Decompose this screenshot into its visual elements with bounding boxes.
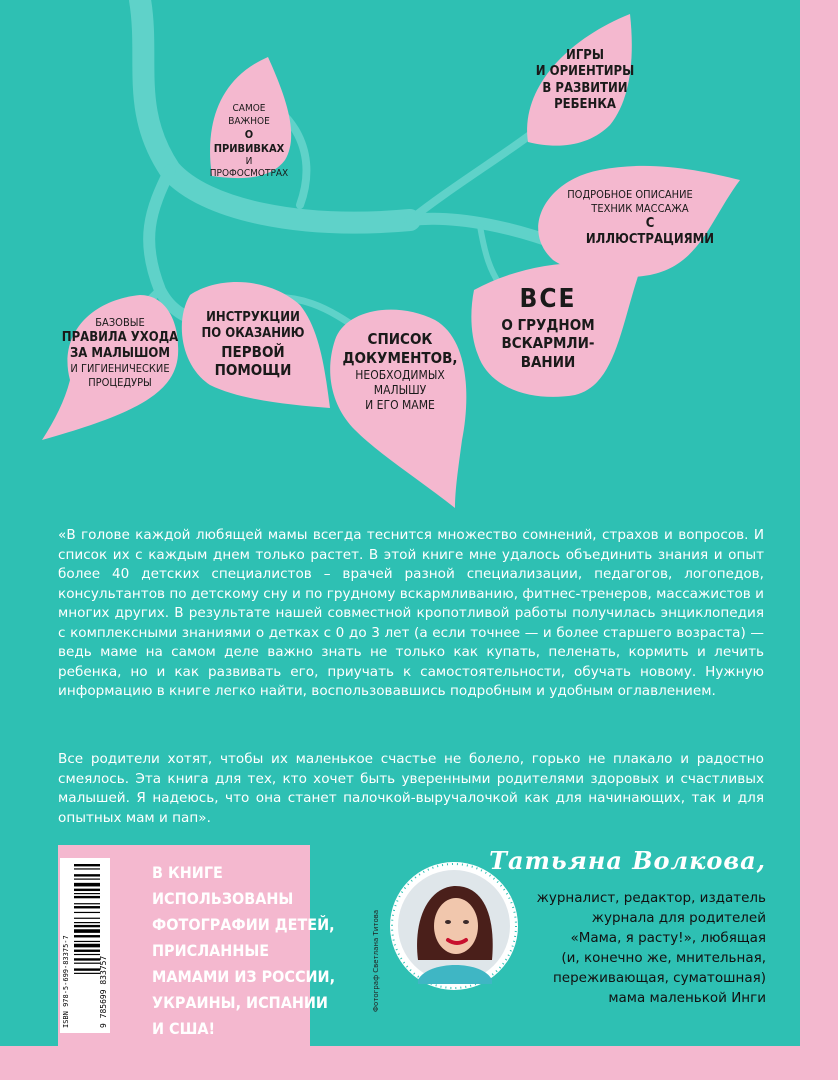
barcode-bar bbox=[74, 954, 100, 955]
barcode-bar bbox=[74, 889, 100, 891]
barcode-bar bbox=[74, 963, 100, 964]
leaf-line: ДОКУМЕНТОВ, bbox=[342, 348, 458, 367]
leaf-line: МАЛЫШУ bbox=[373, 382, 427, 397]
barcode-bar bbox=[74, 958, 100, 960]
barcode-bar bbox=[74, 925, 100, 927]
book-note bbox=[152, 860, 352, 1042]
book-note-line: И США! bbox=[152, 1019, 216, 1038]
leaf-line: ПОДРОБНОЕ ОПИСАНИЕ bbox=[567, 188, 693, 201]
book-note-line: ИСПОЛЬЗОВАНЫ bbox=[152, 889, 294, 908]
leaf-line: ИНСТРУКЦИИ bbox=[206, 310, 300, 325]
leaf-line: В РАЗВИТИИ bbox=[542, 80, 628, 96]
book-note-line: В КНИГЕ bbox=[152, 863, 223, 882]
leaf-vaccinations-text bbox=[208, 103, 290, 181]
leaf-line: ВАНИИ bbox=[520, 353, 576, 371]
leaf-line: С ИЛЛЮСТРАЦИЯМИ bbox=[585, 215, 715, 247]
leaf-line: ПОМОЩИ bbox=[214, 361, 292, 380]
leaf-line: ПРАВИЛА УХОДА bbox=[61, 329, 179, 345]
photo-credit-vertical: Фотограф Светлана Титова bbox=[372, 909, 380, 1012]
quote-paragraph-1: «В голове каждой любящей мамы всегда теснится множество сомнений, страхов и вопросов. И список их с каждым днем только растет. В этой книге мне удалось объединить знания и опыт более 40 детских специалистов – врачей разной специализации, педагогов, логопедов, консультантов по детскому сну и по грудному вскармливанию, фитнес-тренеров, массажистов и многих других. В результате нашей совместной кропотливой работы получилась энциклопедия с комплексными знаниями о детках с 0 до 3 лет (а если точнее — и более старшего возраста) — ведь маме на самом деле важно знать не только как купать, пеленать, кормить и лечить ребенка, но и как развивать его, приучать к самостоятельности, обучать новому. Нужную информацию в книге легко найти, воспользовавшись подробным и удобным оглавлением. bbox=[58, 527, 764, 699]
barcode-bar bbox=[74, 944, 100, 948]
leaf-line: ВСКАРМЛИ- bbox=[501, 334, 595, 353]
barcode-bar bbox=[74, 912, 100, 913]
leaf-line: ПО ОКАЗАНИЮ bbox=[201, 326, 305, 342]
leaf-first-aid-text bbox=[193, 310, 313, 380]
barcode-bar bbox=[74, 883, 100, 887]
bio-line: переживающая, суматошная) bbox=[552, 970, 766, 986]
barcode-bar bbox=[74, 868, 100, 869]
leaf-line: ПЕРВОЙ bbox=[221, 342, 285, 361]
barcode-bar bbox=[74, 935, 100, 937]
barcode-number: 9 785699 833757 bbox=[99, 955, 108, 1028]
book-note-line: ФОТОГРАФИИ ДЕТЕЙ, bbox=[152, 915, 335, 934]
bio-line: мама маленькой Инги bbox=[608, 990, 766, 1006]
leaf-massage-text bbox=[545, 188, 715, 248]
author-bio bbox=[466, 888, 766, 1008]
barcode-bar bbox=[74, 879, 100, 880]
leaf-breastfeeding-text bbox=[488, 283, 608, 372]
leaf-games-text bbox=[535, 48, 635, 113]
barcode-bar bbox=[74, 941, 100, 942]
author-name: Татьяна Волкова, bbox=[489, 846, 766, 875]
leaf-line: ВАЖНОЕ bbox=[228, 115, 270, 127]
barcode-bar bbox=[74, 968, 100, 970]
barcode-bar bbox=[74, 973, 100, 974]
leaf-line: САМОЕ bbox=[232, 103, 266, 114]
leaf-care-text bbox=[60, 316, 180, 390]
barcode-bar bbox=[74, 874, 100, 876]
barcode-bar bbox=[74, 929, 100, 933]
book-note-line: МАМАМИ ИЗ РОССИИ, bbox=[152, 967, 336, 986]
bio-line: «Мама, я расту!», любящая bbox=[570, 930, 766, 946]
author-quote-continued bbox=[58, 750, 764, 828]
barcode-bar bbox=[74, 922, 100, 923]
leaf-line: И ОРИЕНТИРЫ bbox=[535, 64, 635, 80]
book-note-line: УКРАИНЫ, ИСПАНИИ bbox=[152, 993, 328, 1012]
barcode-bar bbox=[74, 893, 100, 894]
leaf-line: О ПРИВИВКАХ bbox=[213, 128, 285, 155]
barcode-bar bbox=[74, 903, 100, 904]
book-note-line: ПРИСЛАННЫЕ bbox=[152, 941, 270, 960]
barcode-bar bbox=[74, 864, 100, 866]
leaf-line: БАЗОВЫЕ bbox=[95, 316, 145, 329]
leaf-line: ТЕХНИК МАССАЖА bbox=[591, 201, 689, 215]
leaf-line: ЗА МАЛЫШОМ bbox=[70, 346, 170, 361]
barcode-bar bbox=[74, 906, 100, 908]
leaf-line: И ПРОФОСМОТРАХ bbox=[209, 155, 289, 179]
leaf-line: И ЕГО МАМЕ bbox=[365, 397, 435, 412]
bio-line: (и, конечно же, мнительная, bbox=[561, 950, 766, 966]
quote-paragraph-2: Все родители хотят, чтобы их маленькое счастье не болело, горько не плакало и радостно смеялось. Эта книга для тех, кто хочет быть уверенными родителями здоровых и счастливых малышей. Я надеюсь, что она станет палочкой-выручалочкой как для начинающих, так и для опытных мам и пап». bbox=[58, 751, 764, 826]
leaf-line: ПРОЦЕДУРЫ bbox=[88, 376, 152, 389]
barcode-bar bbox=[74, 918, 100, 919]
author-quote bbox=[58, 526, 764, 702]
leaf-line: О ГРУДНОМ bbox=[501, 315, 595, 334]
isbn-text: ISBN 978-5-699-83375-7 bbox=[62, 935, 70, 1028]
barcode-bar bbox=[74, 896, 100, 898]
leaf-line: НЕОБХОДИМЫХ bbox=[355, 367, 445, 382]
barcode-bar bbox=[74, 950, 100, 952]
leaf-line: ИГРЫ bbox=[566, 48, 604, 63]
leaf-line: РЕБЕНКА bbox=[554, 96, 616, 112]
barcode bbox=[60, 858, 110, 1033]
leaf-line: СПИСОК bbox=[367, 330, 433, 348]
bio-line: журналист, редактор, издатель bbox=[536, 890, 766, 906]
leaf-line: ВСЕ bbox=[519, 284, 577, 314]
bio-line: журнала для родителей bbox=[591, 910, 766, 926]
barcode-graphic bbox=[60, 858, 110, 1033]
leaf-line: И ГИГИЕНИЧЕСКИЕ bbox=[70, 362, 170, 376]
leaf-documents-text bbox=[340, 330, 460, 413]
